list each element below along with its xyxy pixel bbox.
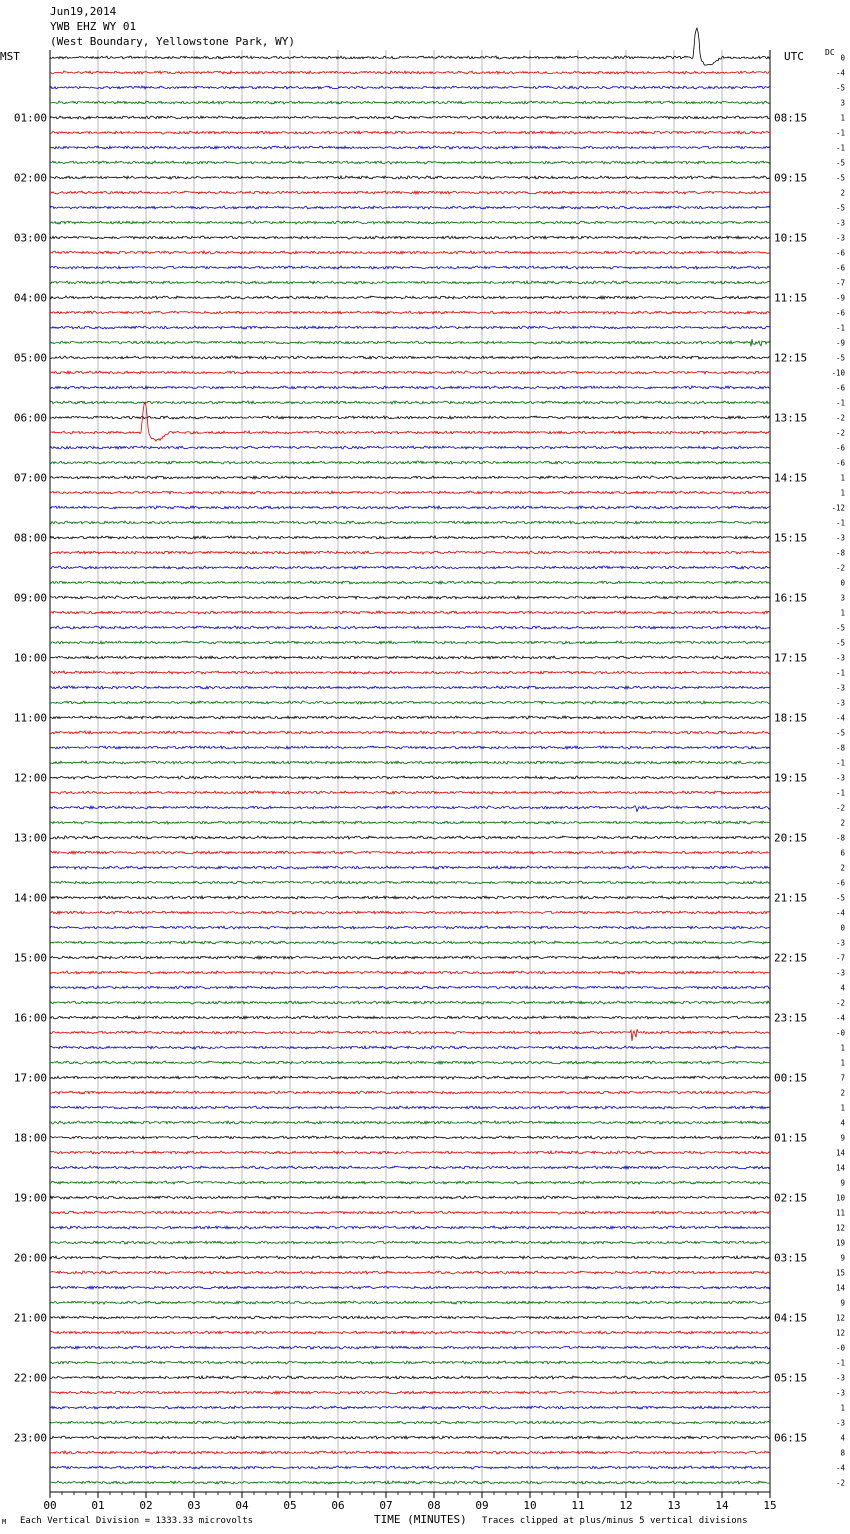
utc-hour-label: 15:15 — [774, 531, 808, 545]
trace-line — [50, 671, 770, 674]
x-tick-label: 15 — [763, 1499, 777, 1512]
dc-offset-label: -2 — [835, 1478, 845, 1488]
x-tick-label: 04 — [235, 1499, 249, 1512]
mst-hour-label: 19:00 — [13, 1191, 47, 1205]
utc-hour-label: 11:15 — [774, 291, 808, 305]
dc-offset-label: 3 — [840, 98, 845, 108]
trace-line — [50, 371, 770, 374]
dc-offset-label: -6 — [835, 443, 845, 453]
trace-line — [50, 1211, 770, 1214]
x-tick-label: 10 — [523, 1499, 537, 1512]
trace-line — [50, 611, 770, 614]
dc-offset-label: 14 — [835, 1283, 845, 1293]
trace-line — [50, 1256, 770, 1259]
dc-offset-label: 19 — [835, 1238, 845, 1248]
dc-offset-label: -2 — [835, 998, 845, 1008]
dc-offset-label: -1 — [835, 758, 845, 768]
dc-offset-label: -2 — [835, 803, 845, 813]
dc-offset-label: -3 — [835, 1388, 845, 1398]
dc-offset-label: -9 — [835, 293, 845, 303]
dc-offset-label: 1 — [840, 608, 845, 618]
mst-hour-label: 18:00 — [13, 1131, 47, 1145]
trace-line — [50, 116, 770, 119]
dc-offset-label: -1 — [835, 128, 845, 138]
dc-offset-label: -6 — [835, 263, 845, 273]
dc-offset-label: 12 — [835, 1223, 845, 1233]
mst-hour-label: 01:00 — [13, 111, 47, 125]
trace-line — [50, 806, 770, 812]
trace-line — [50, 506, 770, 509]
utc-hour-label: 18:15 — [774, 711, 808, 725]
trace-line — [50, 581, 770, 584]
trace-line — [50, 1301, 770, 1304]
trace-line — [50, 401, 770, 404]
dc-offset-label: -6 — [835, 308, 845, 318]
x-tick-label: 14 — [715, 1499, 729, 1512]
dc-offset-label: 10 — [835, 1193, 845, 1203]
trace-line — [50, 416, 770, 419]
trace-line — [50, 402, 770, 441]
trace-line — [50, 656, 770, 659]
mst-hour-label: 08:00 — [13, 531, 47, 545]
dc-offset-label: -4 — [835, 1463, 845, 1473]
header-station: YWB EHZ WY 01 — [50, 20, 137, 33]
utc-axis-label: UTC — [784, 50, 804, 63]
dc-offset-label: -6 — [835, 383, 845, 393]
dc-offset-label: -6 — [835, 248, 845, 258]
dc-offset-label: -0 — [835, 1028, 845, 1038]
dc-offset-label: -1 — [835, 668, 845, 678]
trace-line — [50, 161, 770, 164]
trace-line — [50, 866, 770, 869]
mst-hour-label: 05:00 — [13, 351, 47, 365]
trace-line — [50, 1166, 770, 1169]
mst-hour-label: 13:00 — [13, 831, 47, 845]
mst-hour-label: 10:00 — [13, 651, 47, 665]
dc-offset-label: 4 — [840, 983, 845, 993]
mst-hour-label: 23:00 — [13, 1431, 47, 1445]
trace-line — [50, 1271, 770, 1274]
dc-offset-label: -2 — [835, 413, 845, 423]
header-date: Jun19,2014 — [50, 5, 117, 18]
dc-offset-label: -8 — [835, 743, 845, 753]
dc-offset-label: -4 — [835, 713, 845, 723]
mst-hour-label: 20:00 — [13, 1251, 47, 1265]
trace-line — [50, 339, 770, 346]
dc-offset-label: 1 — [840, 1403, 845, 1413]
trace-line — [50, 1136, 770, 1139]
trace-line — [50, 941, 770, 944]
dc-offset-label: -3 — [835, 683, 845, 693]
mst-hour-label: 17:00 — [13, 1071, 47, 1085]
dc-offset-label: -3 — [835, 938, 845, 948]
dc-offset-label: -5 — [835, 158, 845, 168]
dc-offset-label: -5 — [835, 353, 845, 363]
dc-offset-label: 6 — [840, 848, 845, 858]
trace-line — [50, 356, 770, 359]
trace-line — [50, 446, 770, 449]
x-tick-label: 03 — [187, 1499, 201, 1512]
trace-line — [50, 281, 770, 284]
utc-hour-label: 19:15 — [774, 771, 808, 785]
trace-line — [50, 1091, 770, 1094]
utc-hour-label: 00:15 — [774, 1071, 808, 1085]
trace-line — [50, 566, 770, 569]
dc-offset-label: -9 — [835, 338, 845, 348]
trace-line — [50, 1151, 770, 1154]
scale-note: Each Vertical Division = 1333.33 microvolts — [20, 1516, 253, 1526]
header-location: (West Boundary, Yellowstone Park, WY) — [50, 35, 296, 48]
dc-offset-label: -2 — [835, 563, 845, 573]
dc-offset-label: -5 — [835, 173, 845, 183]
mst-hour-label: 21:00 — [13, 1311, 47, 1325]
trace-line — [50, 1226, 770, 1229]
dc-offset-label: -5 — [835, 203, 845, 213]
dc-offset-label: -1 — [835, 398, 845, 408]
dc-offset-label: -5 — [835, 893, 845, 903]
utc-hour-label: 04:15 — [774, 1311, 808, 1325]
x-tick-label: 05 — [283, 1499, 297, 1512]
trace-line — [50, 386, 770, 389]
dc-offset-label: 9 — [840, 1298, 845, 1308]
trace-line — [50, 131, 770, 134]
trace-line — [50, 1451, 770, 1454]
x-tick-label: 06 — [331, 1499, 345, 1512]
mst-hour-label: 12:00 — [13, 771, 47, 785]
dc-offset-label: 14 — [835, 1163, 845, 1173]
dc-offset-label: 8 — [840, 1448, 845, 1458]
x-tick-label: 13 — [667, 1499, 681, 1512]
utc-hour-label: 09:15 — [774, 171, 808, 185]
utc-hour-label: 05:15 — [774, 1371, 808, 1385]
dc-offset-label: 0 — [840, 578, 845, 588]
dc-offset-label: 1 — [840, 1043, 845, 1053]
trace-line — [50, 476, 770, 479]
trace-line — [50, 761, 770, 764]
trace-line — [50, 626, 770, 629]
dc-offset-label: -3 — [835, 968, 845, 978]
dc-offset-label: -4 — [835, 1013, 845, 1023]
dc-offset-label: 9 — [840, 1133, 845, 1143]
dc-offset-label: 11 — [835, 1208, 845, 1218]
trace-line — [50, 521, 770, 524]
trace-line — [50, 1391, 770, 1394]
trace-line — [50, 536, 770, 539]
mst-hour-label: 04:00 — [13, 291, 47, 305]
dc-offset-label: 2 — [840, 1088, 845, 1098]
dc-offset-label: -5 — [835, 728, 845, 738]
trace-line — [50, 1076, 770, 1079]
trace-line — [50, 1481, 770, 1484]
trace-line — [50, 1316, 770, 1319]
dc-offset-label: 3 — [840, 593, 845, 603]
trace-line — [50, 926, 770, 929]
dc-offset-label: -3 — [835, 1373, 845, 1383]
trace-line — [50, 296, 770, 299]
dc-offset-label: -4 — [835, 68, 845, 78]
trace-line — [50, 971, 770, 974]
x-tick-label: 11 — [571, 1499, 585, 1512]
trace-line — [50, 266, 770, 269]
trace-line — [50, 1106, 770, 1109]
trace-line — [50, 836, 770, 839]
trace-line — [50, 956, 770, 959]
mst-hour-label: 09:00 — [13, 591, 47, 605]
dc-offset-label: -10 — [831, 368, 845, 378]
utc-hour-label: 06:15 — [774, 1431, 808, 1445]
mst-hour-label: 06:00 — [13, 411, 47, 425]
trace-line — [50, 71, 770, 74]
dc-offset-label: 4 — [840, 1433, 845, 1443]
trace-line — [50, 176, 770, 179]
dc-offset-label: -3 — [835, 773, 845, 783]
dc-offset-label: -1 — [835, 788, 845, 798]
utc-hour-label: 08:15 — [774, 111, 808, 125]
trace-line — [50, 1061, 770, 1064]
dc-offset-label: 1 — [840, 488, 845, 498]
utc-hour-label: 23:15 — [774, 1011, 808, 1025]
trace-line — [50, 551, 770, 554]
mst-axis-label: MST — [0, 50, 20, 63]
dc-offset-label: -1 — [835, 1358, 845, 1368]
trace-line — [50, 311, 770, 314]
mst-hour-label: 16:00 — [13, 1011, 47, 1025]
trace-line — [50, 1466, 770, 1469]
utc-hour-label: 13:15 — [774, 411, 808, 425]
dc-offset-label: -3 — [835, 698, 845, 708]
x-tick-label: 08 — [427, 1499, 441, 1512]
dc-offset-label: 2 — [840, 188, 845, 198]
x-axis-title: TIME (MINUTES) — [374, 1513, 467, 1526]
dc-offset-label: 15 — [835, 1268, 845, 1278]
trace-line — [50, 596, 770, 599]
trace-line — [50, 1406, 770, 1409]
trace-line — [50, 251, 770, 254]
utc-hour-label: 14:15 — [774, 471, 808, 485]
trace-line — [50, 1121, 770, 1124]
dc-offset-label: -12 — [831, 503, 845, 513]
utc-hour-label: 03:15 — [774, 1251, 808, 1265]
dc-offset-label: -8 — [835, 833, 845, 843]
trace-line — [50, 1016, 770, 1019]
mst-hour-label: 14:00 — [13, 891, 47, 905]
dc-offset-label: 2 — [840, 818, 845, 828]
dc-offset-label: -3 — [835, 218, 845, 228]
trace-line — [50, 986, 770, 989]
dc-offset-label: -3 — [835, 653, 845, 663]
utc-hour-label: 20:15 — [774, 831, 808, 845]
trace-line — [50, 701, 770, 704]
trace-line — [50, 1001, 770, 1004]
dc-label: DC — [825, 48, 835, 57]
dc-offset-label: 14 — [835, 1148, 845, 1158]
mst-hour-label: 15:00 — [13, 951, 47, 965]
dc-offset-label: 9 — [840, 1178, 845, 1188]
trace-line — [50, 776, 770, 779]
utc-hour-label: 22:15 — [774, 951, 808, 965]
trace-line — [50, 1181, 770, 1184]
corner-mark: M — [2, 1518, 7, 1526]
dc-offset-label: 2 — [840, 863, 845, 873]
trace-line — [50, 791, 770, 794]
trace-line — [50, 881, 770, 884]
utc-hour-label: 17:15 — [774, 651, 808, 665]
dc-offset-label: -6 — [835, 458, 845, 468]
trace-line — [50, 206, 770, 209]
trace-line — [50, 1436, 770, 1439]
trace-line — [50, 746, 770, 749]
trace-line — [50, 326, 770, 329]
x-tick-label: 01 — [91, 1499, 105, 1512]
trace-line — [50, 86, 770, 89]
dc-offset-label: -2 — [835, 428, 845, 438]
trace-line — [50, 821, 770, 824]
dc-offset-label: 12 — [835, 1313, 845, 1323]
trace-line — [50, 1029, 770, 1041]
trace-line — [50, 686, 770, 689]
dc-offset-label: -6 — [835, 878, 845, 888]
utc-hour-label: 12:15 — [774, 351, 808, 365]
trace-line — [50, 101, 770, 104]
trace-line — [50, 1196, 770, 1199]
dc-offset-label: 4 — [840, 1118, 845, 1128]
trace-line — [50, 491, 770, 494]
dc-offset-label: -7 — [835, 278, 845, 288]
trace-line — [50, 641, 770, 644]
utc-hour-label: 10:15 — [774, 231, 808, 245]
dc-offset-label: 0 — [840, 923, 845, 933]
dc-offset-label: -1 — [835, 323, 845, 333]
dc-offset-label: -3 — [835, 533, 845, 543]
dc-offset-label: 7 — [840, 1073, 845, 1083]
trace-line — [50, 851, 770, 854]
trace-line — [50, 1286, 770, 1289]
utc-hour-label: 16:15 — [774, 591, 808, 605]
trace-line — [50, 1346, 770, 1349]
mst-hour-label: 02:00 — [13, 171, 47, 185]
dc-offset-label: -5 — [835, 83, 845, 93]
trace-line — [50, 1241, 770, 1244]
x-tick-label: 02 — [139, 1499, 153, 1512]
dc-offset-label: -3 — [835, 1418, 845, 1428]
utc-hour-label: 21:15 — [774, 891, 808, 905]
trace-line — [50, 1046, 770, 1049]
trace-line — [50, 28, 770, 65]
mst-hour-label: 07:00 — [13, 471, 47, 485]
dc-offset-label: 1 — [840, 473, 845, 483]
x-tick-label: 09 — [475, 1499, 489, 1512]
mst-hour-label: 22:00 — [13, 1371, 47, 1385]
dc-offset-label: -5 — [835, 623, 845, 633]
dc-offset-label: -3 — [835, 233, 845, 243]
dc-offset-label: -8 — [835, 548, 845, 558]
trace-line — [50, 461, 770, 464]
dc-offset-label: 0 — [840, 53, 845, 63]
dc-offset-label: 1 — [840, 113, 845, 123]
mst-hour-label: 03:00 — [13, 231, 47, 245]
trace-line — [50, 236, 770, 239]
utc-hour-label: 01:15 — [774, 1131, 808, 1145]
dc-offset-label: -1 — [835, 143, 845, 153]
trace-line — [50, 911, 770, 914]
dc-offset-label: -5 — [835, 638, 845, 648]
trace-line — [50, 1331, 770, 1334]
trace-line — [50, 1421, 770, 1424]
trace-line — [50, 716, 770, 719]
dc-offset-label: 1 — [840, 1103, 845, 1113]
x-tick-label: 00 — [43, 1499, 57, 1512]
x-tick-label: 07 — [379, 1499, 393, 1512]
trace-line — [50, 1376, 770, 1379]
trace-line — [50, 1361, 770, 1364]
dc-offset-label: -7 — [835, 953, 845, 963]
trace-line — [50, 191, 770, 194]
dc-offset-label: 9 — [840, 1253, 845, 1263]
trace-line — [50, 731, 770, 734]
dc-offset-label: -4 — [835, 908, 845, 918]
x-tick-label: 12 — [619, 1499, 633, 1512]
dc-offset-label: 12 — [835, 1328, 845, 1338]
trace-line — [50, 221, 770, 224]
utc-hour-label: 02:15 — [774, 1191, 808, 1205]
trace-line — [50, 146, 770, 149]
dc-offset-label: -1 — [835, 518, 845, 528]
dc-offset-label: -0 — [835, 1343, 845, 1353]
clip-note: Traces clipped at plus/minus 5 vertical divisions — [482, 1516, 748, 1526]
mst-hour-label: 11:00 — [13, 711, 47, 725]
dc-offset-label: 1 — [840, 1058, 845, 1068]
trace-line — [50, 896, 770, 899]
